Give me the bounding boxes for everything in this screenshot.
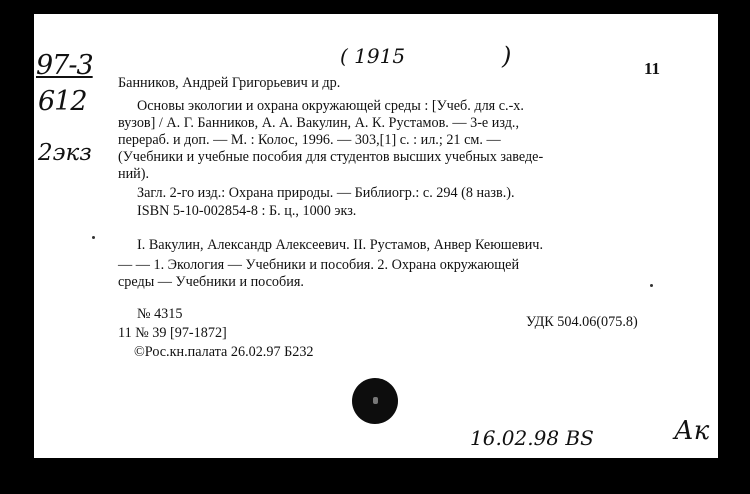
isbn-line: ISBN 5-10-002854-8 : Б. ц., 1000 экз.: [137, 203, 357, 219]
stray-mark: [650, 284, 653, 287]
description-line: (Учебники и учебные пособия для студентов высших учебных заведе-: [118, 149, 544, 165]
number-line: № 4315: [137, 306, 183, 322]
handwritten-signature: Ак: [674, 416, 710, 446]
handwritten-year-note: ( 1915: [340, 44, 406, 68]
description-line: Основы экологии и охрана окружающей среды : [Учеб. для с.-х.: [137, 98, 524, 114]
author-heading: Банников, Андрей Григорьевич и др.: [118, 75, 341, 91]
handwritten-shelf-top: 97-3: [36, 50, 93, 81]
catalog-card: [34, 14, 718, 458]
description-line: перераб. и доп. — М. : Колос, 1996. — 303,[1] с. : ил.; 21 см. —: [118, 132, 501, 148]
handwritten-shelf-bottom: 612: [38, 86, 87, 117]
handwritten-copies-note: 2экз: [38, 140, 92, 166]
notes-line: Загл. 2-го изд.: Охрана природы. — Библиогр.: с. 294 (8 назв.).: [137, 185, 515, 201]
number-line-2: 11 № 39 [97-1872]: [118, 325, 227, 341]
book-chamber-line: ©Рос.кн.палата 26.02.97 Б232: [134, 344, 314, 360]
handwritten-date-note: 16.02.98 BS: [470, 426, 594, 450]
tracings-line: — — 1. Экология — Учебники и пособия. 2. Охрана окружающей: [118, 257, 520, 273]
handwritten-paren-close: ): [502, 42, 512, 70]
tracings-line: среды — Учебники и пособия.: [118, 274, 304, 290]
stray-mark: [92, 236, 95, 239]
description-line: вузов] / А. Г. Банников, А. А. Вакулин, А. К. Рустамов. — 3-е изд.,: [118, 115, 520, 131]
udc-classification: УДК 504.06(075.8): [526, 314, 638, 330]
card-number: 11: [644, 59, 661, 78]
tracings-line: I. Вакулин, Александр Алексеевич. II. Рустамов, Анвер Кеюшевич.: [137, 237, 543, 253]
description-line: ний).: [118, 166, 150, 182]
punch-hole: [352, 378, 398, 424]
